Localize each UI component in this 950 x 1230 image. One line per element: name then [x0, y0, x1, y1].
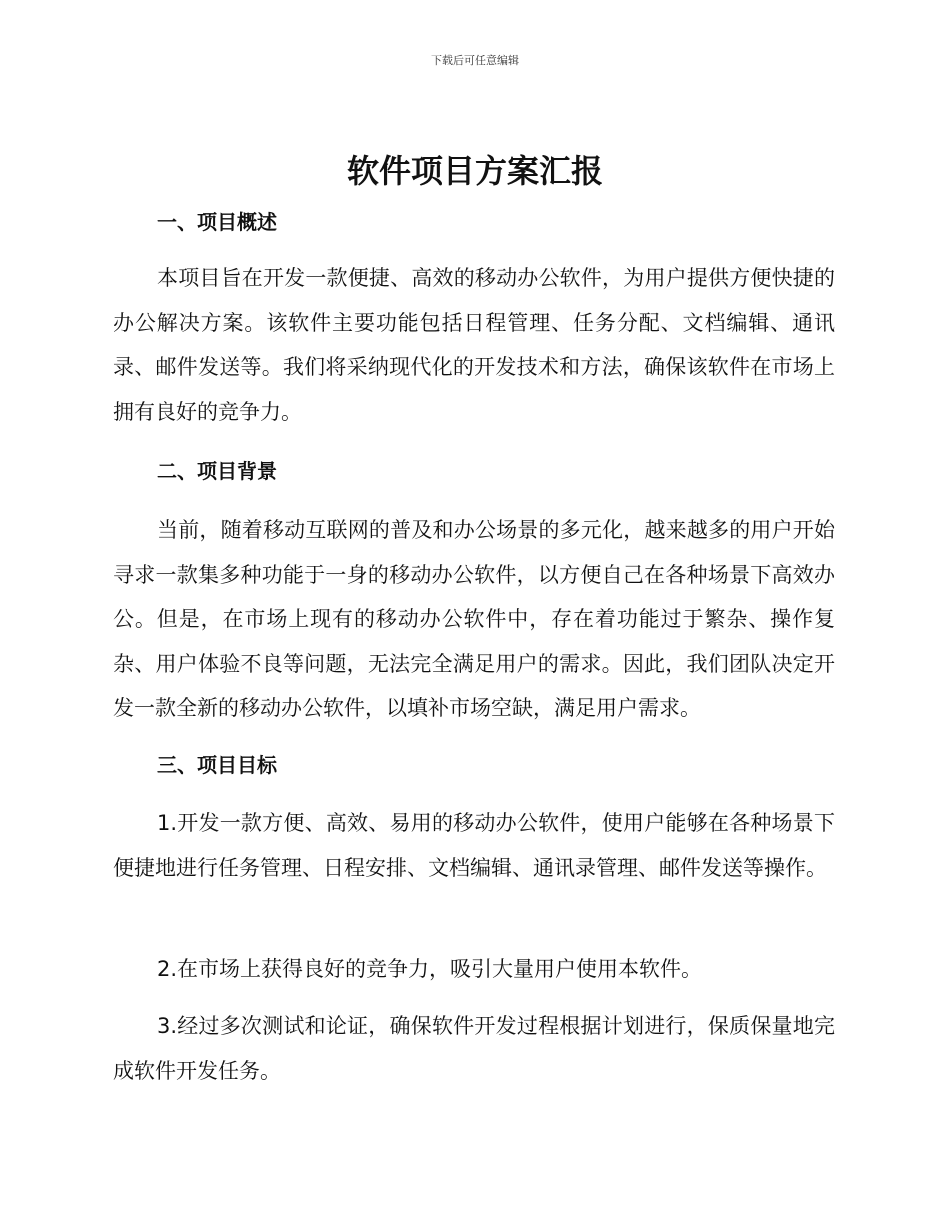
section-body-background [113, 508, 835, 731]
section-body-goals-2 [113, 947, 835, 992]
paragraph: 1.开发一款方便、高效、易用的移动办公软件，使用户能够在各种场景下便捷地进行任务管理、日程安排、文档编辑、通讯录管理、邮件发送等操作。 [113, 811, 835, 880]
header-note: 下载后可任意编辑 [431, 54, 519, 67]
document-title: 软件项目方案汇报 [346, 152, 603, 190]
section-body-goals-1 [113, 801, 835, 890]
paragraph: 本项目旨在开发一款便捷、高效的移动办公软件，为用户提供方便快捷的办公解决方案。该软件主要功能包括日程管理、任务分配、文档编辑、通讯录、邮件发送等。我们将采纳现代化的开发技术和方法，确保该软件在市场上拥有良好的竞争力。 [113, 266, 835, 424]
section-body-overview [113, 256, 835, 434]
section-heading-goals: 三、项目目标 [157, 753, 277, 777]
section-heading-overview: 一、项目概述 [157, 210, 277, 234]
section-heading-background: 二、项目背景 [157, 459, 277, 483]
paragraph: 当前，随着移动互联网的普及和办公场景的多元化，越来越多的用户开始寻求一款集多种功能于一身的移动办公软件，以方便自己在各种场景下高效办公。但是，在市场上现有的移动办公软件中，存在着功能过于繁杂、操作复杂、用户体验不良等问题，无法完全满足用户的需求。因此，我们团队决定开发一款全新的移动办公软件，以填补市场空缺，满足用户需求。 [113, 518, 835, 720]
paragraph: 2.在市场上获得良好的竞争力，吸引大量用户使用本软件。 [157, 957, 703, 981]
section-body-goals-3 [113, 1004, 835, 1093]
paragraph: 3.经过多次测试和论证，确保软件开发过程根据计划进行，保质保量地完成软件开发任务。 [113, 1014, 835, 1083]
